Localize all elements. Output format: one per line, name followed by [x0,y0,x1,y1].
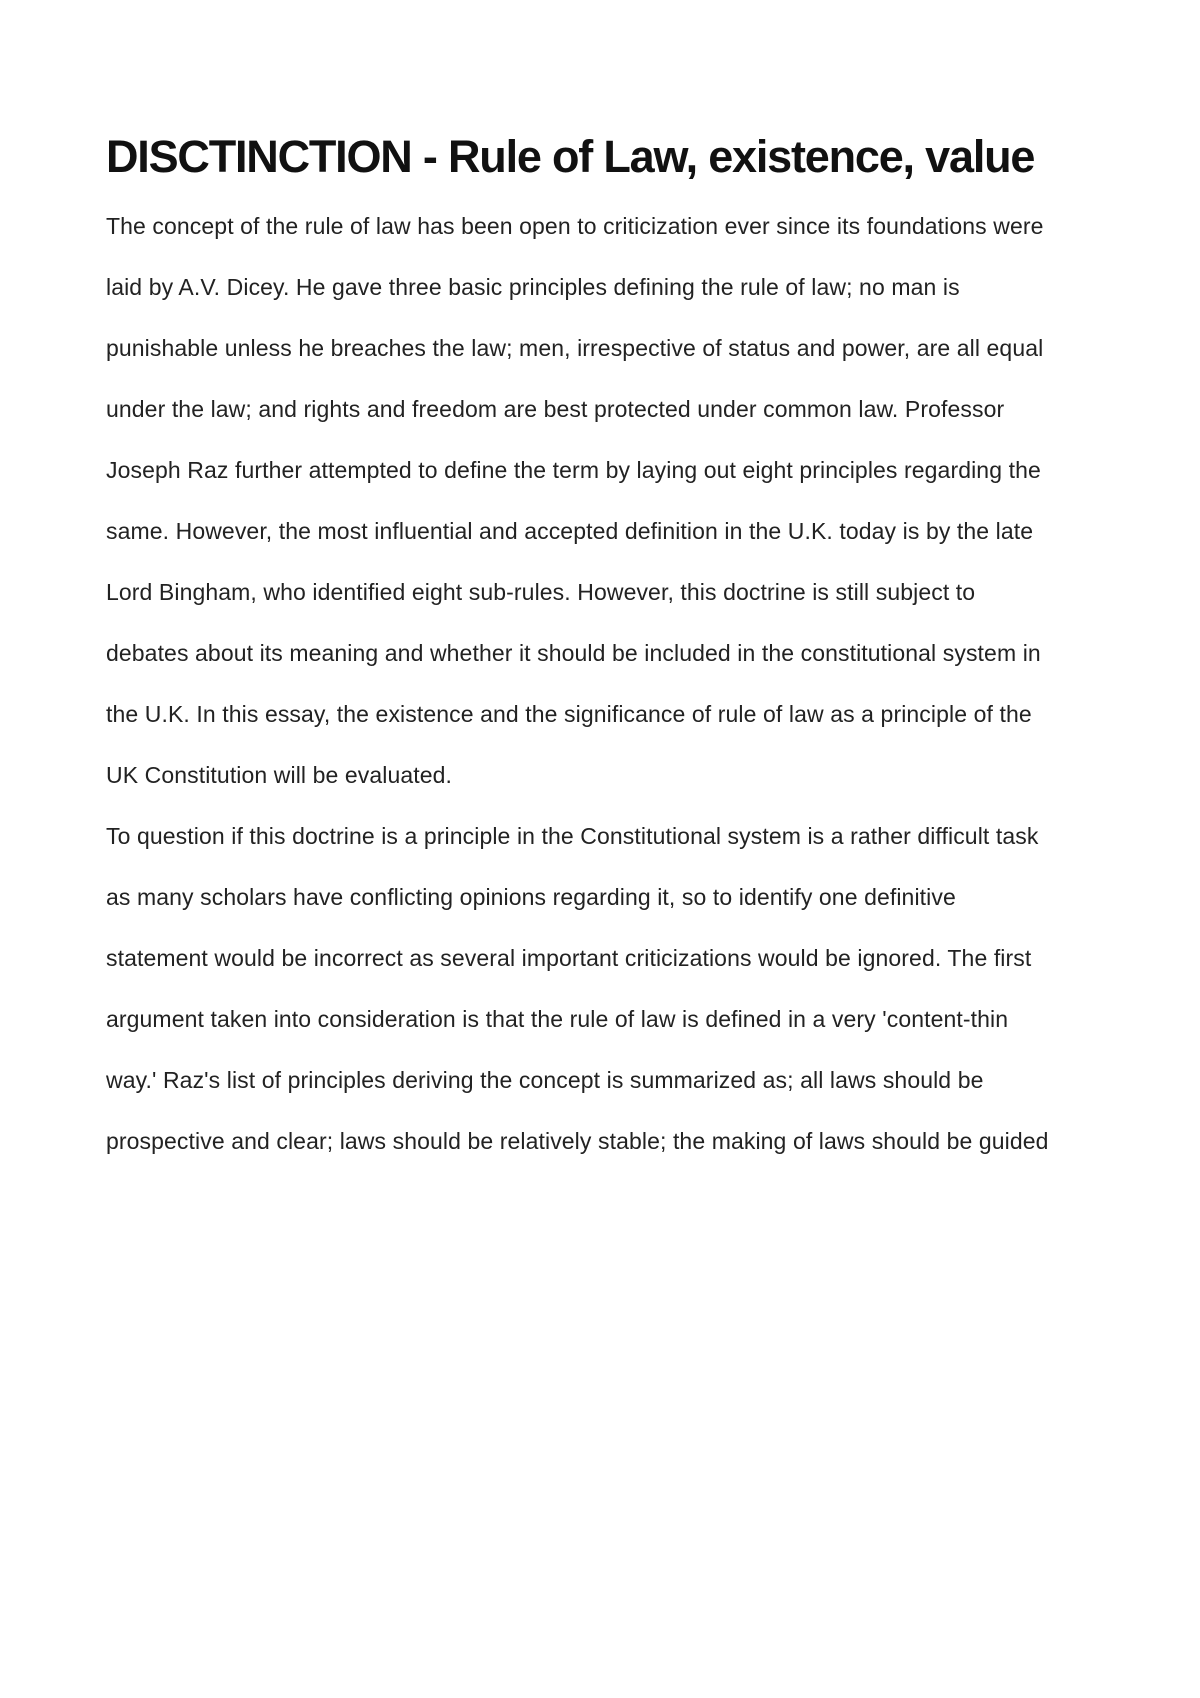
paragraph: way.' Raz's list of principles deriving the concept is summarized as; all laws should be [106,1067,984,1093]
document-title: DISCTINCTION - Rule of Law, existence, value [106,131,1035,182]
paragraph: as many scholars have conflicting opinions regarding it, so to identify one definitive [106,884,956,910]
paragraph: statement would be incorrect as several important criticizations would be ignored. The first [106,945,1032,971]
document-body [106,208,1106,1160]
paragraph: under the law; and rights and freedom are best protected under common law. Professor [106,396,1005,422]
paragraph: Joseph Raz further attempted to define the term by laying out eight principles regarding the [106,457,1041,483]
paragraph: the U.K. In this essay, the existence and the significance of rule of law as a principle of the [106,701,1032,727]
paragraph: To question if this doctrine is a principle in the Constitutional system is a rather difficult task [106,823,1039,849]
paragraph: UK Constitution will be evaluated. [106,762,453,788]
paragraph: laid by A.V. Dicey. He gave three basic principles defining the rule of law; no man is [106,274,960,300]
document-page [106,128,1106,1184]
paragraph: Lord Bingham, who identified eight sub-rules. However, this doctrine is still subject to [106,579,976,605]
paragraph: The concept of the rule of law has been open to criticization ever since its foundations were [106,213,1044,239]
paragraph: same. However, the most influential and accepted definition in the U.K. today is by the late [106,518,1034,544]
paragraph: debates about its meaning and whether it should be included in the constitutional system in [106,640,1041,666]
paragraph: prospective and clear; laws should be relatively stable; the making of laws should be guided [106,1128,1049,1154]
paragraph: punishable unless he breaches the law; men, irrespective of status and power, are all equal [106,335,1044,361]
paragraph: argument taken into consideration is that the rule of law is defined in a very 'content-thin [106,1006,1009,1032]
